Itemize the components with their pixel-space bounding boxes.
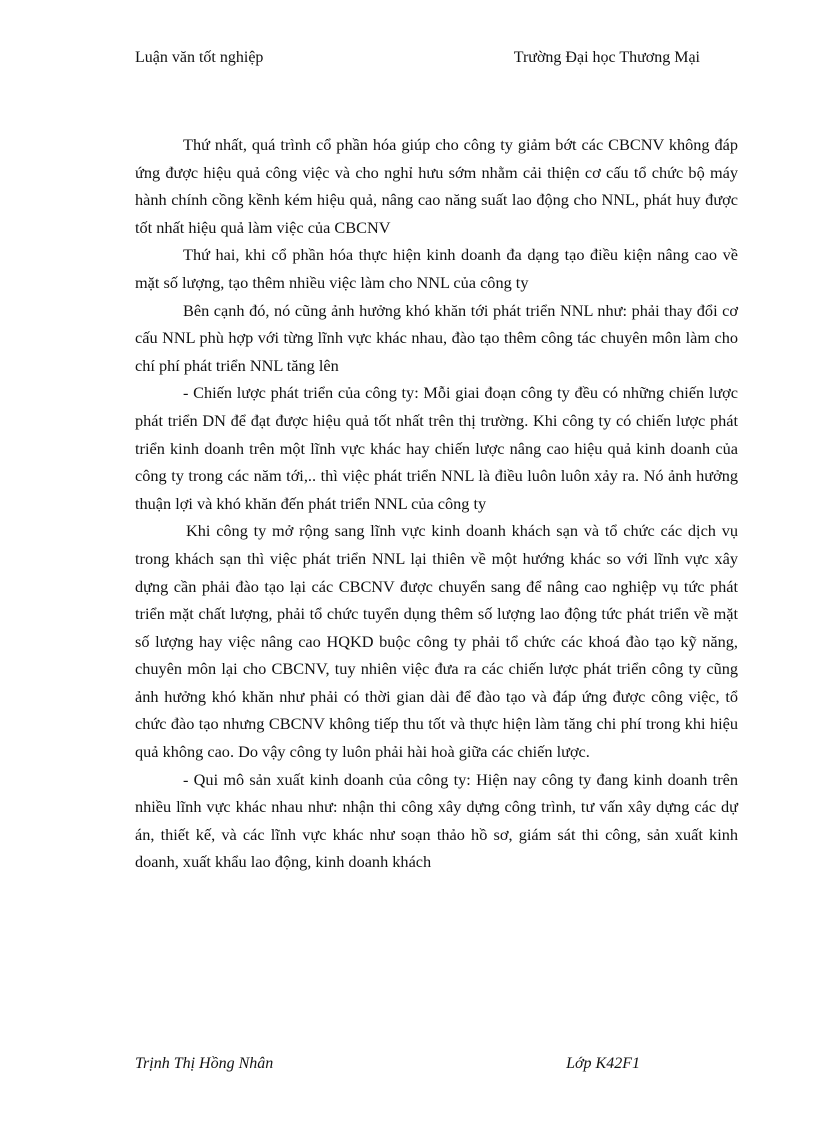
paragraph-business-scale: - Qui mô sản xuất kinh doanh của công ty: Hiện nay công ty đang kinh doanh trên nhiều lĩnh vực khác nhau như: nhận thi công xây dựng công trình, tư vấn xây dựng các dự án, thiết kế, và các lĩnh vực khác như soạn thảo hồ sơ, giám sát thi công, sản xuất kinh doanh, xuất khẩu lao động, kinh doanh khách: [135, 769, 738, 872]
paragraph-difficulties: Bên cạnh đó, nó cũng ảnh hưởng khó khăn tới phát triển NNL như: phải thay đổi cơ cấu NNL phù hợp với từng lĩnh vực khác nhau, đào tạo thêm công tác chuyên môn làm cho chí phí phát triển NNL tăng lên: [135, 300, 738, 375]
paragraph-second-point: Thứ hai, khi cổ phần hóa thực hiện kinh doanh đa dạng tạo điều kiện nâng cao về mặt số lượng, tạo thêm nhiều việc làm cho NNL của công ty: [135, 245, 738, 292]
paragraph-development-strategy: - Chiến lược phát triển của công ty: Mỗi giai đoạn công ty đều có những chiến lược phát triển DN để đạt được hiệu quả tốt nhất trên thị trường. Khi công ty có chiến lược phát triển kinh doanh trên một lĩnh vực khác hay chiến lược nâng cao hiệu quả kinh doanh của công ty trong các năm tới,.. thì việc phát triển NNL là điều luôn luôn xảy ra. Nó ảnh hưởng thuận lợi và khó khăn đến phát triển NNL của công ty: [135, 383, 738, 513]
header-thesis-label: Luận văn tốt nghiệp: [135, 49, 264, 66]
paragraph-first-point: Thứ nhất, quá trình cổ phần hóa giúp cho công ty giảm bớt các CBCNV không đáp ứng được hiệu quả công việc và cho nghỉ hưu sớm nhằm cải thiện cơ cấu tổ chức bộ máy hành chính cồng kềnh kém hiệu quả, nâng cao năng suất lao động cho NNL, phát huy được tốt nhất hiệu quả làm việc của CBCNV: [135, 135, 738, 237]
footer-class-code: Lớp K42F1: [566, 1055, 640, 1072]
paragraph-hotel-expansion: Khi công ty mở rộng sang lĩnh vực kinh doanh khách sạn và tổ chức các dịch vụ trong khách sạn thì việc phát triển NNL lại thiên về một hướng khác so với lĩnh vực xây dựng cần phải đào tạo lại các CBCNV được chuyển sang để nâng cao nghiệp vụ tức phát triển mặt chất lượng, phải tổ chức tuyển dụng thêm số lượng lao động tức phát triển về mặt số lượng hay việc nâng cao HQKD buộc công ty phải tổ chức các khoá đào tạo kỹ năng, chuyên môn lại cho CBCNV, tuy nhiên việc đưa ra các chiến lược phát triển công ty cũng ảnh hưởng khó khăn như phải có thời gian dài để đào tạo và đáp ứng được công việc, tổ chức đào tạo nhưng CBCNV không tiếp thu tốt và thực hiện làm tăng chi phí trong khi hiệu quả không cao. Do vậy công ty luôn phải hài hoà giữa các chiến lược.: [135, 521, 738, 762]
header-university-name: Trường Đại học Thương Mại: [513, 49, 700, 66]
document-body: [135, 131, 738, 876]
footer-author-name: Trịnh Thị Hồng Nhân: [135, 1055, 274, 1072]
